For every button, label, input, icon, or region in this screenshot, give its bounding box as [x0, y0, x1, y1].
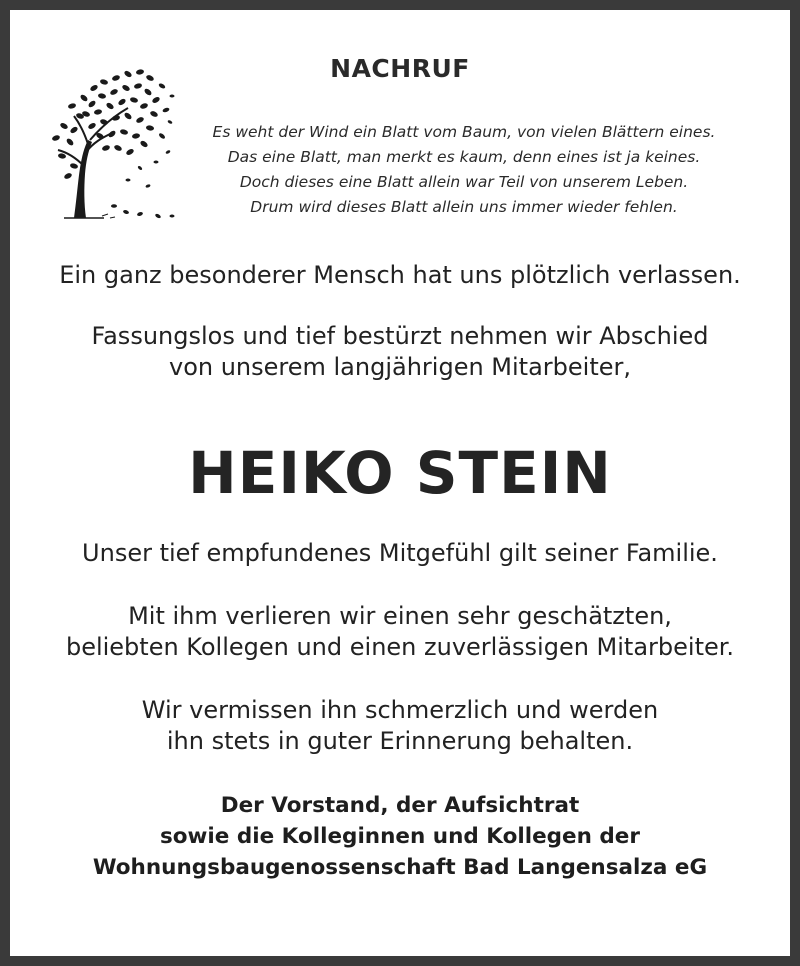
memory-line: Wir vermissen ihn schmerzlich und werden	[141, 696, 659, 724]
poem-line: Das eine Blatt, man merkt es kaum, denn eines ist ja keines.	[227, 148, 701, 166]
loss-line: beliebten Kollegen und einen zuverlässigen Mitarbeiter.	[65, 633, 735, 661]
signature-line: Wohnungsbaugenossenschaft Bad Langensalza eG	[92, 855, 708, 880]
intro-line: Ein ganz besonderer Mensch hat uns plötzlich verlassen.	[59, 261, 741, 289]
loss-text	[10, 601, 790, 663]
signature-line: Der Vorstand, der Aufsichtrat	[220, 793, 580, 818]
poem-line: Drum wird dieses Blatt allein uns immer wieder fehlen.	[250, 198, 678, 216]
intro-text	[10, 260, 790, 291]
loss-line: Mit ihm verlieren wir einen sehr geschätzten,	[128, 602, 672, 630]
poem	[174, 120, 754, 220]
obituary-notice	[10, 10, 790, 956]
tree-with-falling-leaves-icon	[44, 56, 178, 222]
farewell-text	[10, 321, 790, 383]
sympathy-line: Unser tief empfundenes Mitgefühl gilt seiner Familie.	[82, 539, 718, 567]
poem-line: Doch dieses eine Blatt allein war Teil von unserem Leben.	[239, 173, 689, 191]
farewell-line: Fassungslos und tief bestürzt nehmen wir Abschied	[91, 322, 709, 350]
deceased-name: HEIKO STEIN	[188, 439, 612, 507]
farewell-line: von unserem langjährigen Mitarbeiter,	[168, 353, 631, 381]
signature-block	[10, 790, 790, 883]
memory-text	[10, 695, 790, 757]
signature-line: sowie die Kolleginnen und Kollegen der	[159, 824, 640, 849]
notice-title: NACHRUF	[330, 54, 470, 83]
sympathy-text	[10, 538, 790, 569]
memory-line: ihn stets in guter Erinnerung behalten.	[166, 727, 634, 755]
poem-line: Es weht der Wind ein Blatt vom Baum, von vielen Blättern eines.	[212, 123, 716, 141]
